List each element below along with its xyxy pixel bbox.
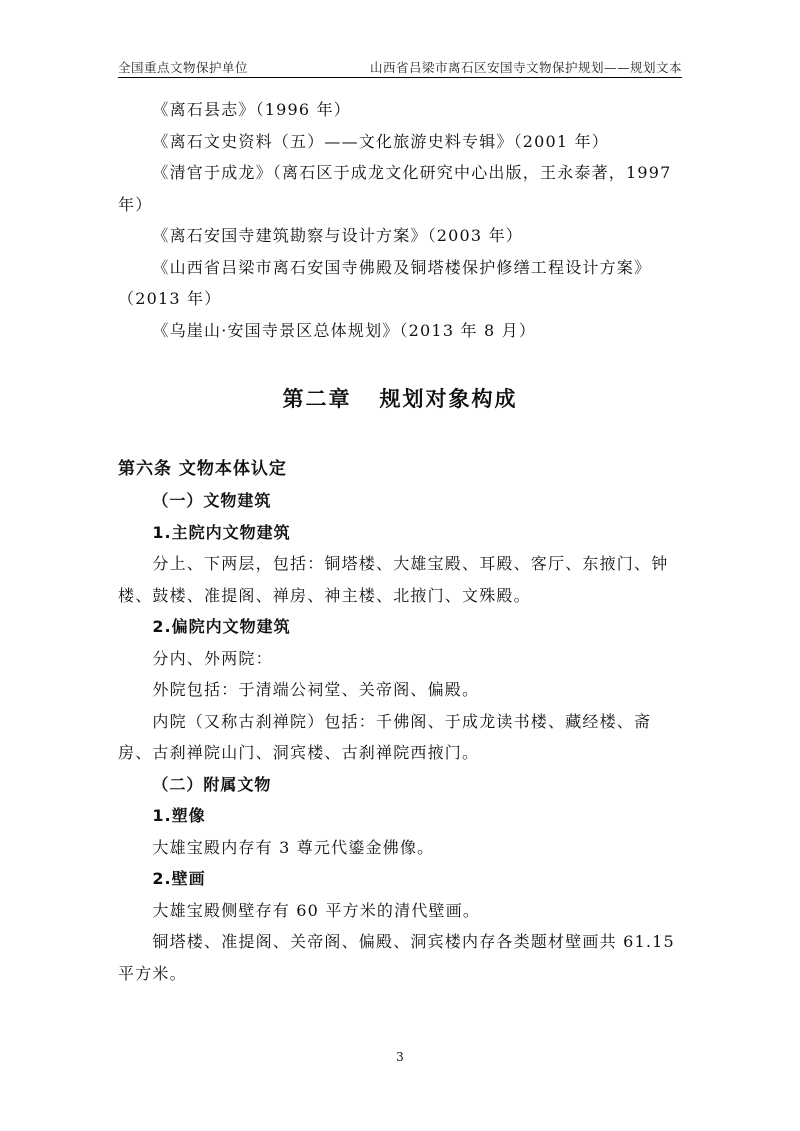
paragraph: 分内、外两院： — [152, 648, 273, 668]
reference-item: 《离石安国寺建筑勘察与设计方案》（2003 年） — [152, 226, 523, 245]
paragraph: 外院包括：于清端公祠堂、关帝阁、偏殿。 — [152, 680, 480, 699]
subsection-heading: 1.塑像 — [152, 806, 206, 825]
subsection-heading: 1.主院内文物建筑 — [152, 522, 291, 542]
section-heading: （二）附属文物 — [152, 774, 272, 794]
paragraph: 大雄宝殿侧壁存有 60 平方米的清代壁画。 — [152, 900, 481, 920]
reference-item: 《离石县志》（1996 年） — [152, 100, 351, 119]
paragraph: 内院（又称古刹禅院）包括：千佛阁、于成龙读书楼、藏经楼、斋房、古刹禅院山门、洞宾楼、古刹禅院西掖门。 — [118, 711, 652, 762]
reference-item: 《离石文史资料（五）——文化旅游史料专辑》（2001 年） — [152, 131, 609, 151]
subsection-heading: 2.偏院内文物建筑 — [152, 617, 291, 636]
reference-item: 《山西省吕梁市离石安国寺佛殿及铜塔楼保护修缮工程设计方案》（2013 年） — [118, 257, 652, 308]
section-heading: （一）文物建筑 — [152, 491, 272, 510]
chapter-heading — [118, 384, 682, 416]
document-body — [118, 94, 682, 989]
header-left: 全国重点文物保护单位 — [118, 60, 249, 75]
page-number: 3 — [396, 1050, 404, 1064]
paragraph: 分上、下两层，包括：铜塔楼、大雄宝殿、耳殿、客厅、东掖门、钟楼、鼓楼、准提阁、禅房、神主楼、北掖门、文殊殿。 — [118, 554, 669, 605]
reference-item: 《乌崖山·安国寺景区总体规划》（2013 年 8 月） — [152, 320, 537, 340]
subsection-heading: 2.壁画 — [152, 869, 206, 888]
chapter-number: 第二章 — [282, 387, 352, 411]
article-heading: 第六条 文物本体认定 — [118, 458, 287, 479]
paragraph: 大雄宝殿内存有 3 尊元代鎏金佛像。 — [152, 837, 435, 857]
page-header — [118, 57, 682, 78]
paragraph: 铜塔楼、准提阁、关帝阁、偏殿、洞宾楼内存各类题材壁画共 61.15 平方米。 — [118, 932, 675, 983]
reference-item: 《清官于成龙》（离石区于成龙文化研究中心出版，王永泰著，1997 年） — [118, 163, 672, 214]
chapter-title: 规划对象构成 — [379, 387, 518, 411]
header-right: 山西省吕梁市离石区安国寺文物保护规划——规划文本 — [369, 60, 682, 75]
